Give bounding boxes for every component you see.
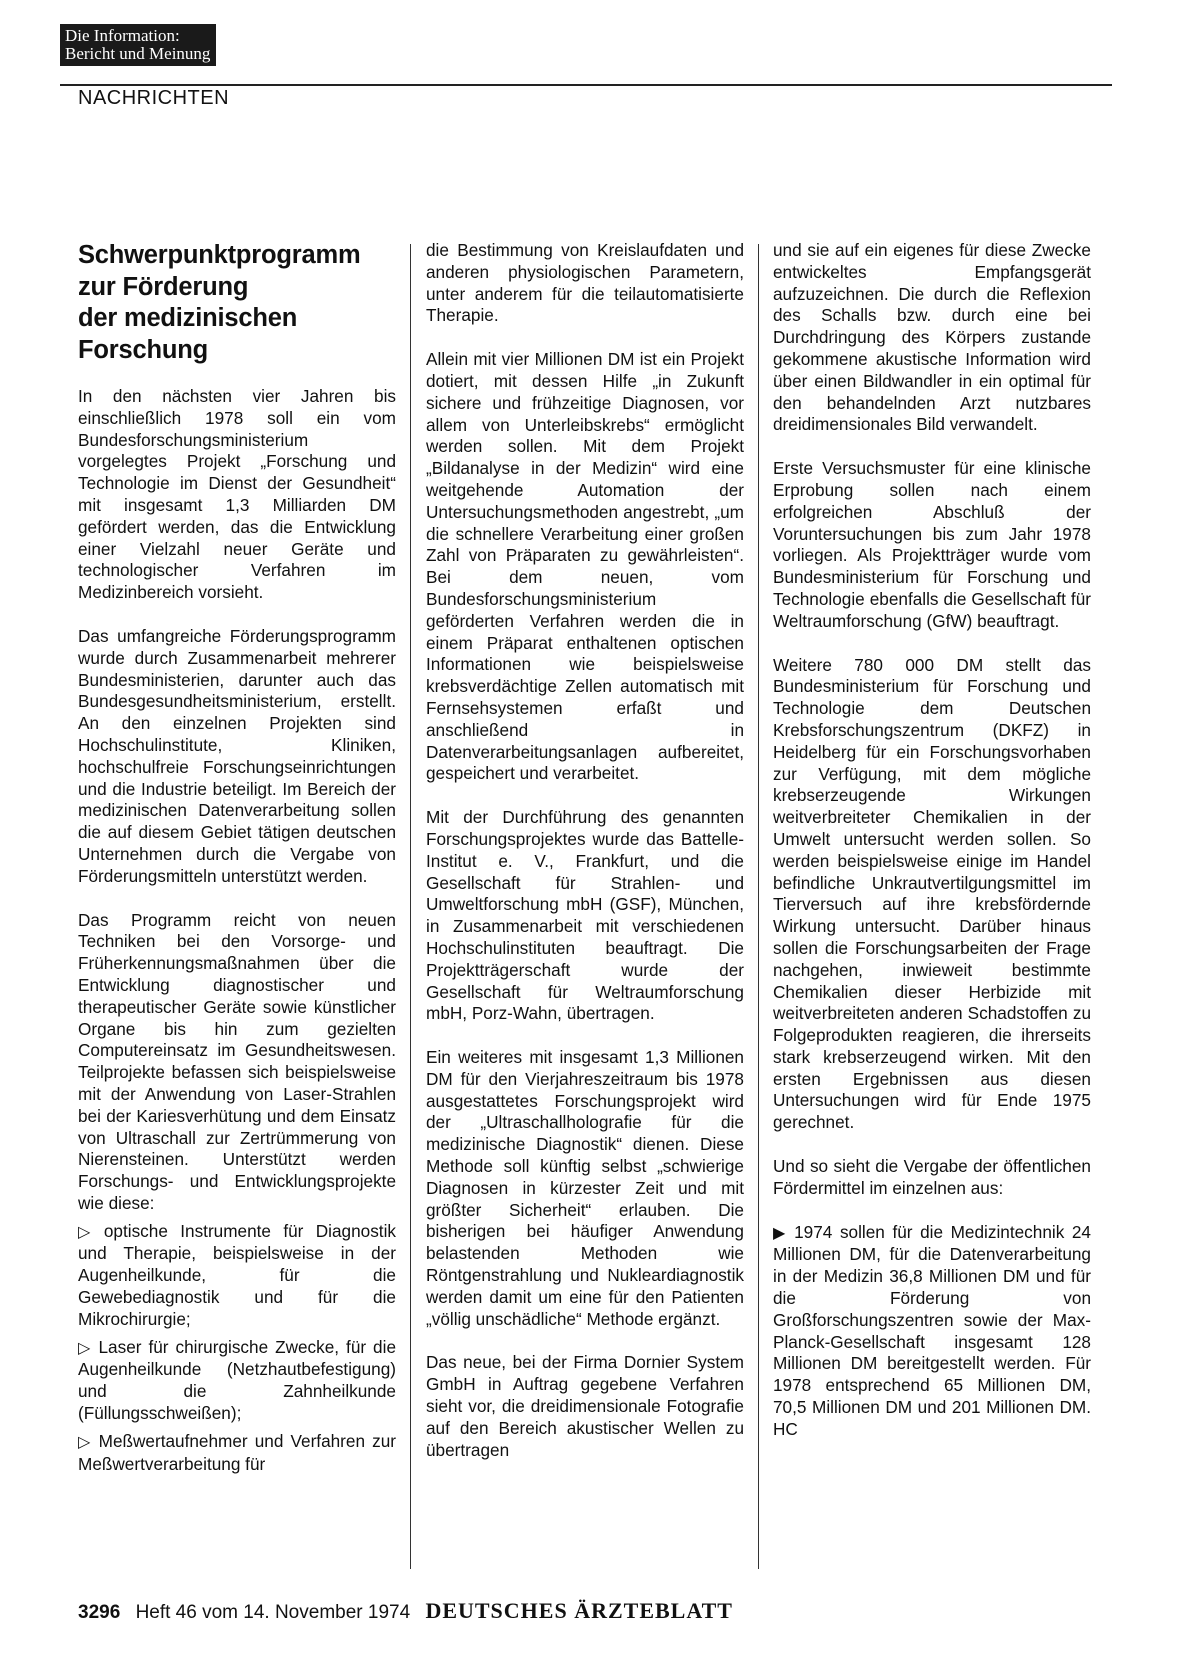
article-headline [78,240,396,366]
triangle-outline-icon: ▷ [78,1339,93,1357]
section-label: NACHRICHTEN [78,87,230,109]
paragraph: Weitere 780 000 DM stellt das Bundesministerium für Forschung und Technologie dem Deutschen Krebsforschungszentrum (DKFZ) in Heidelberg für ein Forschungsvorhaben zur Verfügung, mit dem mögliche krebserzeugende Wirkungen weitverbreiteter Chemikalien in der Umwelt untersucht werden sollen. So werden beispielsweise einige im Handel befindliche Unkrautvertilgungsmittel im Tierversuch auf ihre krebsfördernde Wirkung untersucht. Darüber hinaus sollen die Forschungsarbeiten der Frage nachgehen, inwieweit bestimmte Chemikalien dieser Herbizide mit weitverbreiteten anderen Schadstoffen zu Folgeprodukten reagieren, die ihrerseits stark krebserzeugend wirken. Mit den ersten Ergebnissen aus diesen Untersuchungen wird für Ende 1975 gerechnet. [773,654,1091,1133]
page-footer [78,1598,733,1624]
headline-line-4: Forschung [78,335,208,364]
author-initials: HC [773,1418,798,1439]
bullet-item [78,1221,396,1331]
paragraph: Das neue, bei der Firma Dornier System GmbH in Auftrag gegebene Verfahren sieht vor, die dreidimensionale Fotografie auf den Bereich akustischer Wellen zu übertragen [426,1352,744,1460]
headline-line-1: Schwerpunktprogramm [78,241,361,269]
headline-line-2: zur Förderung [78,272,249,301]
bullet-text: optische Instrumente für Diagnostik und Therapie, beispielsweise in der Augenheilkunde, für die Gewebediagnostik und für die Mikrochirurgie; [78,1220,396,1329]
paragraph: Erste Versuchsmuster für eine klinische Erprobung sollen nach einem erfolgreichen Abschluß der Voruntersuchungen bis zum Jahr 1978 vorliegen. Als Projektträger wurde vom Bundesministerium für Forschung und Technologie ebenfalls die Gesellschaft für Weltraumforschung (GfW) beauftragt. [773,458,1091,631]
column-2 [426,240,744,1483]
bullet-text: Meßwertaufnehmer und Verfahren zur Meßwertverarbeitung für [78,1430,396,1474]
final-text: 1974 sollen für die Medizintechnik 24 Millionen DM, für die Datenverarbeitung in der Medizin 36,8 Millionen DM und für die Förderung von Großforschungszentren sowie der Max-Planck-Gesellschaft insgesamt 128 Millionen DM bereitgestellt werden. Für 1978 entsprechend 65 Millionen DM, 70,5 Millionen DM und 201 Millionen DM. [773,1221,1091,1418]
paragraph: und sie auf ein eigenes für diese Zwecke entwickeltes Empfangsgerät aufzuzeichnen. Die durch die Reflexion des Schalls bzw. durch eine bei Durchdringung des Körpers zustande gekommene akustische Information wird über einen Bildwandler in ein optimal für den behandelnden Arzt nutzbares dreidimensionales Bild verwandelt. [773,240,1091,435]
paragraph: Das umfangreiche Förderungsprogramm wurde durch Zusammenarbeit mehrerer Bundesministerien, darunter auch das Bundesgesundheitsministerium, erstellt. An den einzelnen Projekten sind Hochschulinstitute, Kliniken, hochschulfreie Forschungseinrichtungen und die Industrie beteiligt. Im Bereich der medizinischen Datenverarbeitung sollen die auf diesem Gebiet tätigen deutschen Unternehmen durch die Vergabe von Förderungsmitteln unterstützt werden. [78,625,396,886]
paragraph: Ein weiteres mit insgesamt 1,3 Millionen DM für den Vierjahreszeitraum bis 1978 ausgestattetes Forschungsprojekt wird der „Ultraschallholografie für die medizinische Diagnostik“ dienen. Diese Methode soll künftig selbst „schwierige Diagnosen in kürzester Zeit und mit größter Sicherheit“ erlauben. Die bisherigen bei häufiger Anwendung belastenden Methoden wie Röntgenstrahlung und Nukleardiagnostik werden damit um eine für den Patienten „völlig unschädliche“ Methode ergänzt. [426,1047,744,1329]
paragraph: Allein mit vier Millionen DM ist ein Projekt dotiert, mit dessen Hilfe „in Zukunft sichere und frühzeitige Diagnosen, vor allem von Unterleibskrebs“ ermöglicht werden sollen. Mit dem Projekt „Bildanalyse in der Medizin“ wird eine weitgehende Automation der Untersuchungsmethoden angestrebt, „um die schnellere Verarbeitung einer großen Zahl von Präparaten zu gewährleisten“. Bei dem neuen, vom Bundesforschungsministerium geförderten Verfahren werden die in einem Präparat enthaltenen optischen Informationen wie beispielsweise krebsverdächtige Zellen automatisch mit Fernsehsystemen erfaßt und anschließend in Datenverarbeitungsanlagen aufbereitet, gespeichert und verarbeitet. [426,349,744,784]
page-number: 3296 [78,1602,121,1623]
paragraph: Das Programm reicht von neuen Techniken bei den Vorsorge- und Früherkennungsmaßnahmen über die Entwicklung diagnostischer und therapeutischer Geräte sowie künstlicher Organe bis hin zum gezielten Computereinsatz im Gesundheitswesen. Teilprojekte befassen sich beispielsweise mit der Anwendung von Laser-Strahlen bei der Kariesverhütung und dem Einsatz von Ultraschall zur Zertrümmerung von Nierensteinen. Unterstützt werden Forschungs- und Entwicklungsprojekte wie diese: [78,909,396,1213]
journal-title: DEUTSCHES ÄRZTEBLATT [425,1598,733,1623]
triangle-outline-icon: ▷ [78,1433,93,1451]
column-3 [773,240,1091,1463]
headline-line-3: der medizinischen [78,304,298,332]
bullet-item [78,1337,396,1425]
column-divider-2 [758,244,759,1569]
bullet-text: Laser für chirurgische Zwecke, für die Augenheilkunde (Netzhautbefestigung) und die Zahnheilkunde (Füllungsschweißen); [78,1336,396,1424]
paragraph: Mit der Durchführung des genannten Forschungsprojektes wurde das Battelle-Institut e. V., Frankfurt, und die Gesellschaft für Strahlen- und Umweltforschung mbH (GSF), München, in Zusammenarbeit mit verschiedenen Hochschulinstituten beauftragt. Die Projektträgerschaft wurde der Gesellschaft für Weltraumforschung mbH, Porz-Wahn, übertragen. [426,807,744,1024]
bullet-item [78,1431,396,1476]
triangle-filled-icon: ▶ [773,1224,789,1242]
badge-line-2: Bericht und Meinung [65,44,211,63]
paragraph: Und so sieht die Vergabe der öffentlichen Fördermittel im einzelnen aus: [773,1156,1091,1198]
badge-line-1: Die Information: [65,26,180,45]
header-rule [60,84,1112,86]
paragraph: die Bestimmung von Kreislaufdaten und anderen physiologischen Parametern, unter anderem für die teilautomatisierte Therapie. [426,240,744,326]
section-badge [60,24,216,66]
final-paragraph [773,1222,1091,1441]
issue-info: Heft 46 vom 14. November 1974 [135,1602,411,1623]
column-divider-1 [410,244,411,1569]
paragraph: In den nächsten vier Jahren bis einschließlich 1978 soll ein vom Bundesforschungsministerium vorgelegtes Projekt „Forschung und Technologie im Dienst der Gesundheit“ mit insgesamt 1,3 Milliarden DM gefördert werden, das die Entwicklung einer Vielzahl neuer Geräte und technologischer Verfahren im Medizinbereich vorsieht. [78,386,396,603]
triangle-outline-icon: ▷ [78,1223,98,1241]
column-1 [78,240,396,1481]
